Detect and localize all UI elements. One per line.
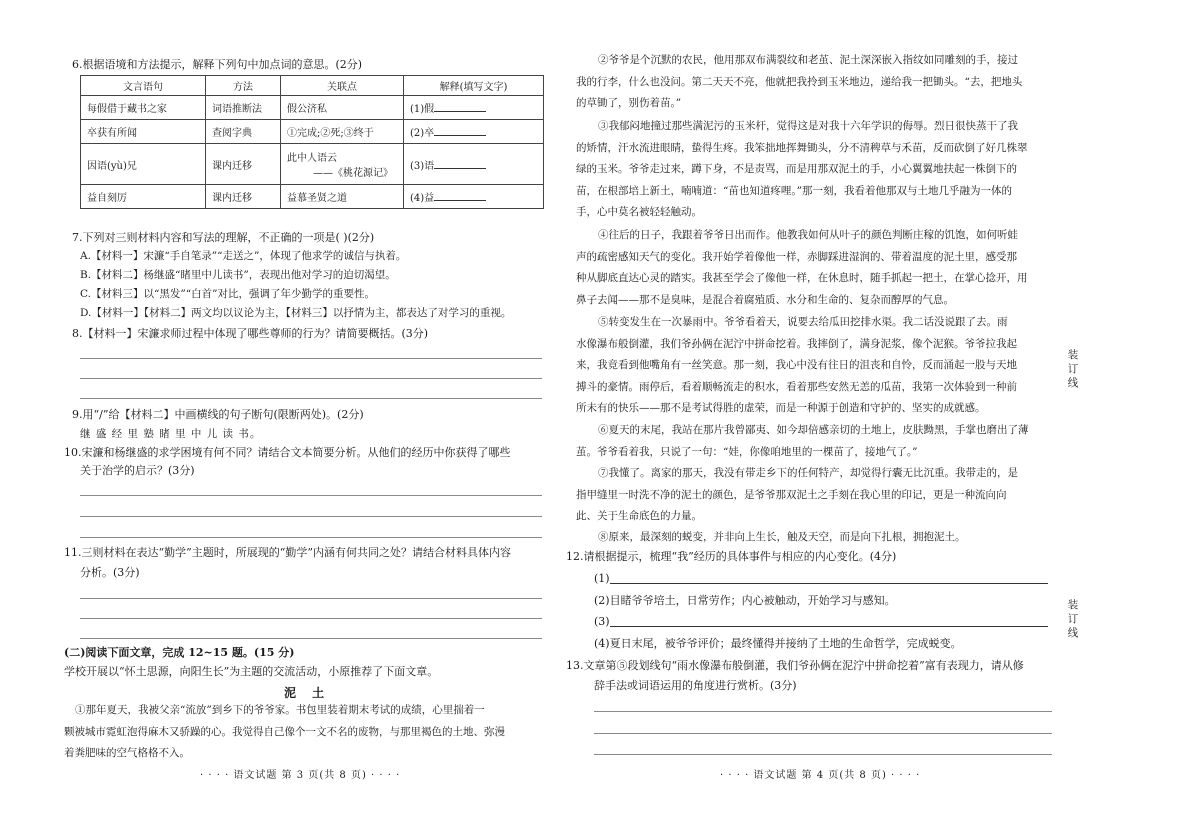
text-line: 的矫情，汗水流进眼睛，蛰得生疼。我笨拙地挥舞锄头，分不清稗草与禾苗，反而砍倒了好几株翠: [576, 141, 1028, 154]
text-line: 的草锄了，别伤着苗。”: [576, 97, 682, 109]
cell-answer: [404, 185, 544, 209]
q12-blank-3[interactable]: [610, 626, 1048, 627]
question-9: 9.用“/”给【材料二】中画横线的句子断句(限断两处)。(2分): [72, 408, 364, 421]
essay-paragraph-4: [576, 225, 1054, 311]
essay-paragraph-1: [64, 700, 546, 765]
question-10-line2: 关于治学的启示？(3分): [80, 464, 195, 477]
answer-line[interactable]: [594, 733, 1052, 734]
answer-line[interactable]: [594, 754, 1052, 755]
text-line: 水像瀑布般倒灌，我们爷孙俩在泥泞中拼命挖着。我摔倒了，满身泥浆，像个泥猴。爷爷拉我起: [576, 337, 1017, 350]
text-line: 指甲缝里一时洗不净的泥土的颜色，是爷爷那双泥土之手刻在我心里的印记，更是一种流向向: [576, 488, 1007, 501]
cell-sentence: 卒获有所闻: [81, 120, 206, 144]
text-line: ①那年夏天，我被父亲“流放”到乡下的爷爷家。书包里装着期末考试的成绩，心里揣着一: [75, 704, 485, 716]
text-line: 茧。爷爷看着我，只说了一句：“娃，你像咱地里的一棵苗了，接地气了。”: [576, 445, 918, 458]
cell-sentence: 益自刻厉: [81, 185, 206, 209]
cell-sentence: 每假借于藏书之家: [81, 96, 206, 120]
table-row: [81, 144, 544, 185]
text-line: 种从脚底直达心灵的踏实。我甚至学会了像他一样，在休息时，随手抓起一把土，在掌心捻开，用: [576, 272, 1028, 284]
essay-paragraph-8: [576, 527, 1054, 549]
answer-line[interactable]: [80, 378, 542, 379]
question-13-line2: 辞手法或词语运用的角度进行赏析。(3分): [594, 679, 797, 692]
cell-link: ①完成;②死;③终于: [281, 120, 404, 144]
text-line: 所未有的快乐——那不是考试得胜的虚荣，而是一种源于创造和守护的、坚实的成就感。: [576, 402, 986, 414]
link-line: 此中人语云: [287, 153, 337, 164]
answer-label: (2)卒: [410, 128, 435, 139]
answer-blank[interactable]: [434, 102, 486, 112]
table-row: [81, 185, 544, 209]
question-11: 11.三则材料在表达“勤学”主题时，所展现的“勤学”内涵有何共同之处？请结合材料具体内容: [64, 546, 511, 559]
table-header: 解释(填写文字): [404, 76, 544, 96]
q12-item-2: [594, 593, 896, 608]
q12-item-3-label: (3): [594, 615, 610, 628]
table-row: [81, 96, 544, 120]
answer-blank[interactable]: [434, 126, 486, 136]
cell-method: 课内迁移: [206, 185, 281, 209]
text-line: 绿的玉米。爷爷走过来，蹲下身，不是责骂，而是用那双泥土的手，小心翼翼地扶起一株倒下的: [576, 163, 1017, 175]
cell-method: 课内迁移: [206, 144, 281, 185]
answer-line[interactable]: [80, 495, 542, 496]
answer-label: (4)益: [410, 193, 435, 204]
answer-blank[interactable]: [434, 159, 486, 169]
answer-label: (1)假: [410, 104, 435, 115]
essay-paragraph-6: [576, 420, 1054, 463]
answer-blank[interactable]: [434, 191, 486, 201]
text-line: 此、关于生命底色的力量。: [576, 510, 702, 522]
answer-line[interactable]: [80, 358, 542, 359]
q12-item-4-label: (4): [594, 637, 610, 650]
section-heading: (二)阅读下面文章，完成 12~15 题。(15 分): [64, 646, 295, 659]
option-c: C.【材料三】以“黑发”“白首”对比，强调了年少勤学的重要性。: [80, 288, 375, 300]
question-11-line2: 分析。(3分): [80, 566, 140, 579]
option-b: B.【材料二】杨继盛“睹里中儿读书”，表现出他对学习的迫切渴望。: [80, 269, 396, 281]
answer-line[interactable]: [80, 398, 542, 399]
text-line: 来，我竟看到他嘴角有一丝笑意。那一刻，我心中没有往日的沮丧和自怜，反而涌起一股与天地: [576, 359, 1017, 371]
text-line: 苗，在根部培上新土，喃喃道：“苗也知道疼哩。”那一刻，我看着他那双与土地几乎融为一体的: [576, 184, 1012, 197]
q12-item-2-label: (2): [594, 594, 610, 607]
table-header-row: [81, 76, 544, 96]
cell-link: [281, 144, 404, 185]
table-header: 方法: [206, 76, 281, 96]
question-13: 13.文章第⑤段划线句“雨水像瀑布般倒灌，我们爷孙俩在泥泞中拼命挖着”富有表现力，请从修: [566, 659, 1024, 672]
essay-paragraph-7: [576, 463, 1054, 528]
page-footer-right: · · · · 语文试题 第 4 页(共 8 页) · · · ·: [720, 770, 921, 781]
cell-method: 词语推断法: [206, 96, 281, 120]
cell-link: 假公济私: [281, 96, 404, 120]
cell-answer: [404, 144, 544, 185]
q12-item-1-label: (1): [594, 572, 610, 585]
table-row: [81, 120, 544, 144]
answer-label: (3)语: [410, 160, 435, 172]
classical-table: [80, 75, 544, 209]
essay-paragraph-2: [576, 50, 1054, 115]
q12-item-4-text: 夏日末尾，被爷爷评价；最终懂得并接纳了土地的生命哲学，完成蜕变。: [609, 637, 962, 650]
binding-line-label-bottom: 装订线: [1067, 599, 1079, 639]
page-footer-left: · · · · 语文试题 第 3 页(共 8 页) · · · ·: [200, 770, 401, 781]
q12-item-2-text: 目睹爷爷培土，日常劳作；内心被触动，开始学习与感知。: [609, 594, 896, 607]
text-line: ⑥夏天的末尾，我站在那片我曾鄙夷、如今却倍感亲切的土地上，皮肤黝黑，手掌也磨出了薄: [598, 424, 1029, 436]
answer-line[interactable]: [80, 537, 542, 538]
essay-paragraph-3: [576, 116, 1054, 224]
option-d: D.【材料一】【材料二】两文均以议论为主，【材料三】以抒情为主，都表达了对学习的重视。: [80, 307, 512, 319]
text-line: 我的行李，什么也没问。第二天天不亮，他就把我拎到玉米地边，递给我一把锄头。“去，把地头: [576, 75, 1023, 88]
question-7: 7.下列对三则材料内容和写法的理解，不正确的一项是( )(2分): [72, 231, 375, 244]
cell-method: 查阅字典: [206, 120, 281, 144]
text-line: ④往后的日子，我跟着爷爷日出而作。他教我如何从叶子的颜色判断庄稼的饥饱，如何听蛙: [598, 229, 1018, 241]
question-8: 8.【材料一】宋濂求师过程中体现了哪些尊师的行为？请简要概括。(3分): [72, 327, 429, 340]
cell-sentence: 因语(yù)兄: [81, 144, 206, 185]
text-line: ⑤转变发生在一次暴雨中。爷爷看着天，说要去给瓜田挖排水渠。我二话没说跟了去。雨: [598, 316, 1008, 328]
text-line: 鼻子去闻——那不是臭味，是混合着腐殖质、水分和生命的、复杂而醇厚的气息。: [576, 293, 954, 306]
answer-line[interactable]: [80, 598, 542, 599]
table-header: 文言语句: [81, 76, 206, 96]
q12-item-4: [594, 636, 962, 651]
cell-answer: [404, 96, 544, 120]
text-line: ⑧原来，最深刻的蜕变，并非向上生长，触及天空，而是向下扎根，拥抱泥土。: [598, 531, 966, 543]
question-6: 6.根据语境和方法提示，解释下列句中加点词的意思。(2分): [72, 58, 363, 71]
text-line: 着粪肥味的空气格格不入。: [64, 747, 190, 759]
section-intro: 学校开展以“怀土思源，向阳生长”为主题的交流活动，小原推荐了下面文章。: [64, 665, 439, 678]
answer-line[interactable]: [80, 516, 542, 517]
table-header: 关联点: [281, 76, 404, 96]
text-line: ⑦我懂了。离家的那天，我没有带走乡下的任何特产，却觉得行囊无比沉重。我带走的，是: [598, 467, 1018, 479]
binding-line-label-top: 装订线: [1067, 349, 1079, 389]
text-line: 颗被城市霓虹泡得麻木又骄躁的心。我觉得自己像个一文不名的废物，与那里褐色的土地、弥漫: [64, 725, 505, 738]
text-line: ②爷爷是个沉默的农民，他用那双布满裂纹和老茧、泥土深深嵌入指纹如同雕刻的手，接过: [598, 54, 1018, 66]
text-line: 声的疏密感知天气的变化。我开始学着像他一样，赤脚踩进湿润的、带着温度的泥土里，感受那: [576, 250, 1017, 263]
text-line: ③我郁闷地撞过那些满泥污的玉米杆，觉得这是对我十六年学识的侮辱。烈日很快蒸干了我: [598, 120, 1018, 132]
essay-title: 泥 土: [284, 686, 331, 700]
q12-blank-1[interactable]: [610, 583, 1048, 584]
cell-answer: [404, 120, 544, 144]
answer-line[interactable]: [80, 638, 542, 639]
text-line: 手，心中莫名被轻轻触动。: [576, 206, 702, 218]
link-source: ——《桃花源记》: [313, 168, 393, 179]
question-12: 12.请根据提示，梳理“我”经历的具体事件与相应的内心变化。(4分): [566, 550, 897, 563]
option-a: A.【材料一】宋濂“手自笔录”“走送之”，体现了他求学的诚信与执着。: [80, 250, 407, 262]
text-line: 搏斗的豪情。雨停后，看着顺畅流走的积水，看着那些安然无恙的瓜苗，我第一次体验到一种前: [576, 380, 1017, 393]
cell-link: 益慕圣贤之道: [281, 185, 404, 209]
answer-line[interactable]: [80, 618, 542, 619]
question-10: 10.宋濂和杨继盛的求学困境有何不同？请结合文本简要分析。从他们的经历中你获得了哪些: [64, 446, 511, 459]
essay-paragraph-5: [576, 312, 1054, 420]
answer-line[interactable]: [594, 711, 1052, 712]
punctuation-sentence: 继 盛 经 里 塾 睹 里 中 儿 读 书。: [80, 428, 262, 440]
